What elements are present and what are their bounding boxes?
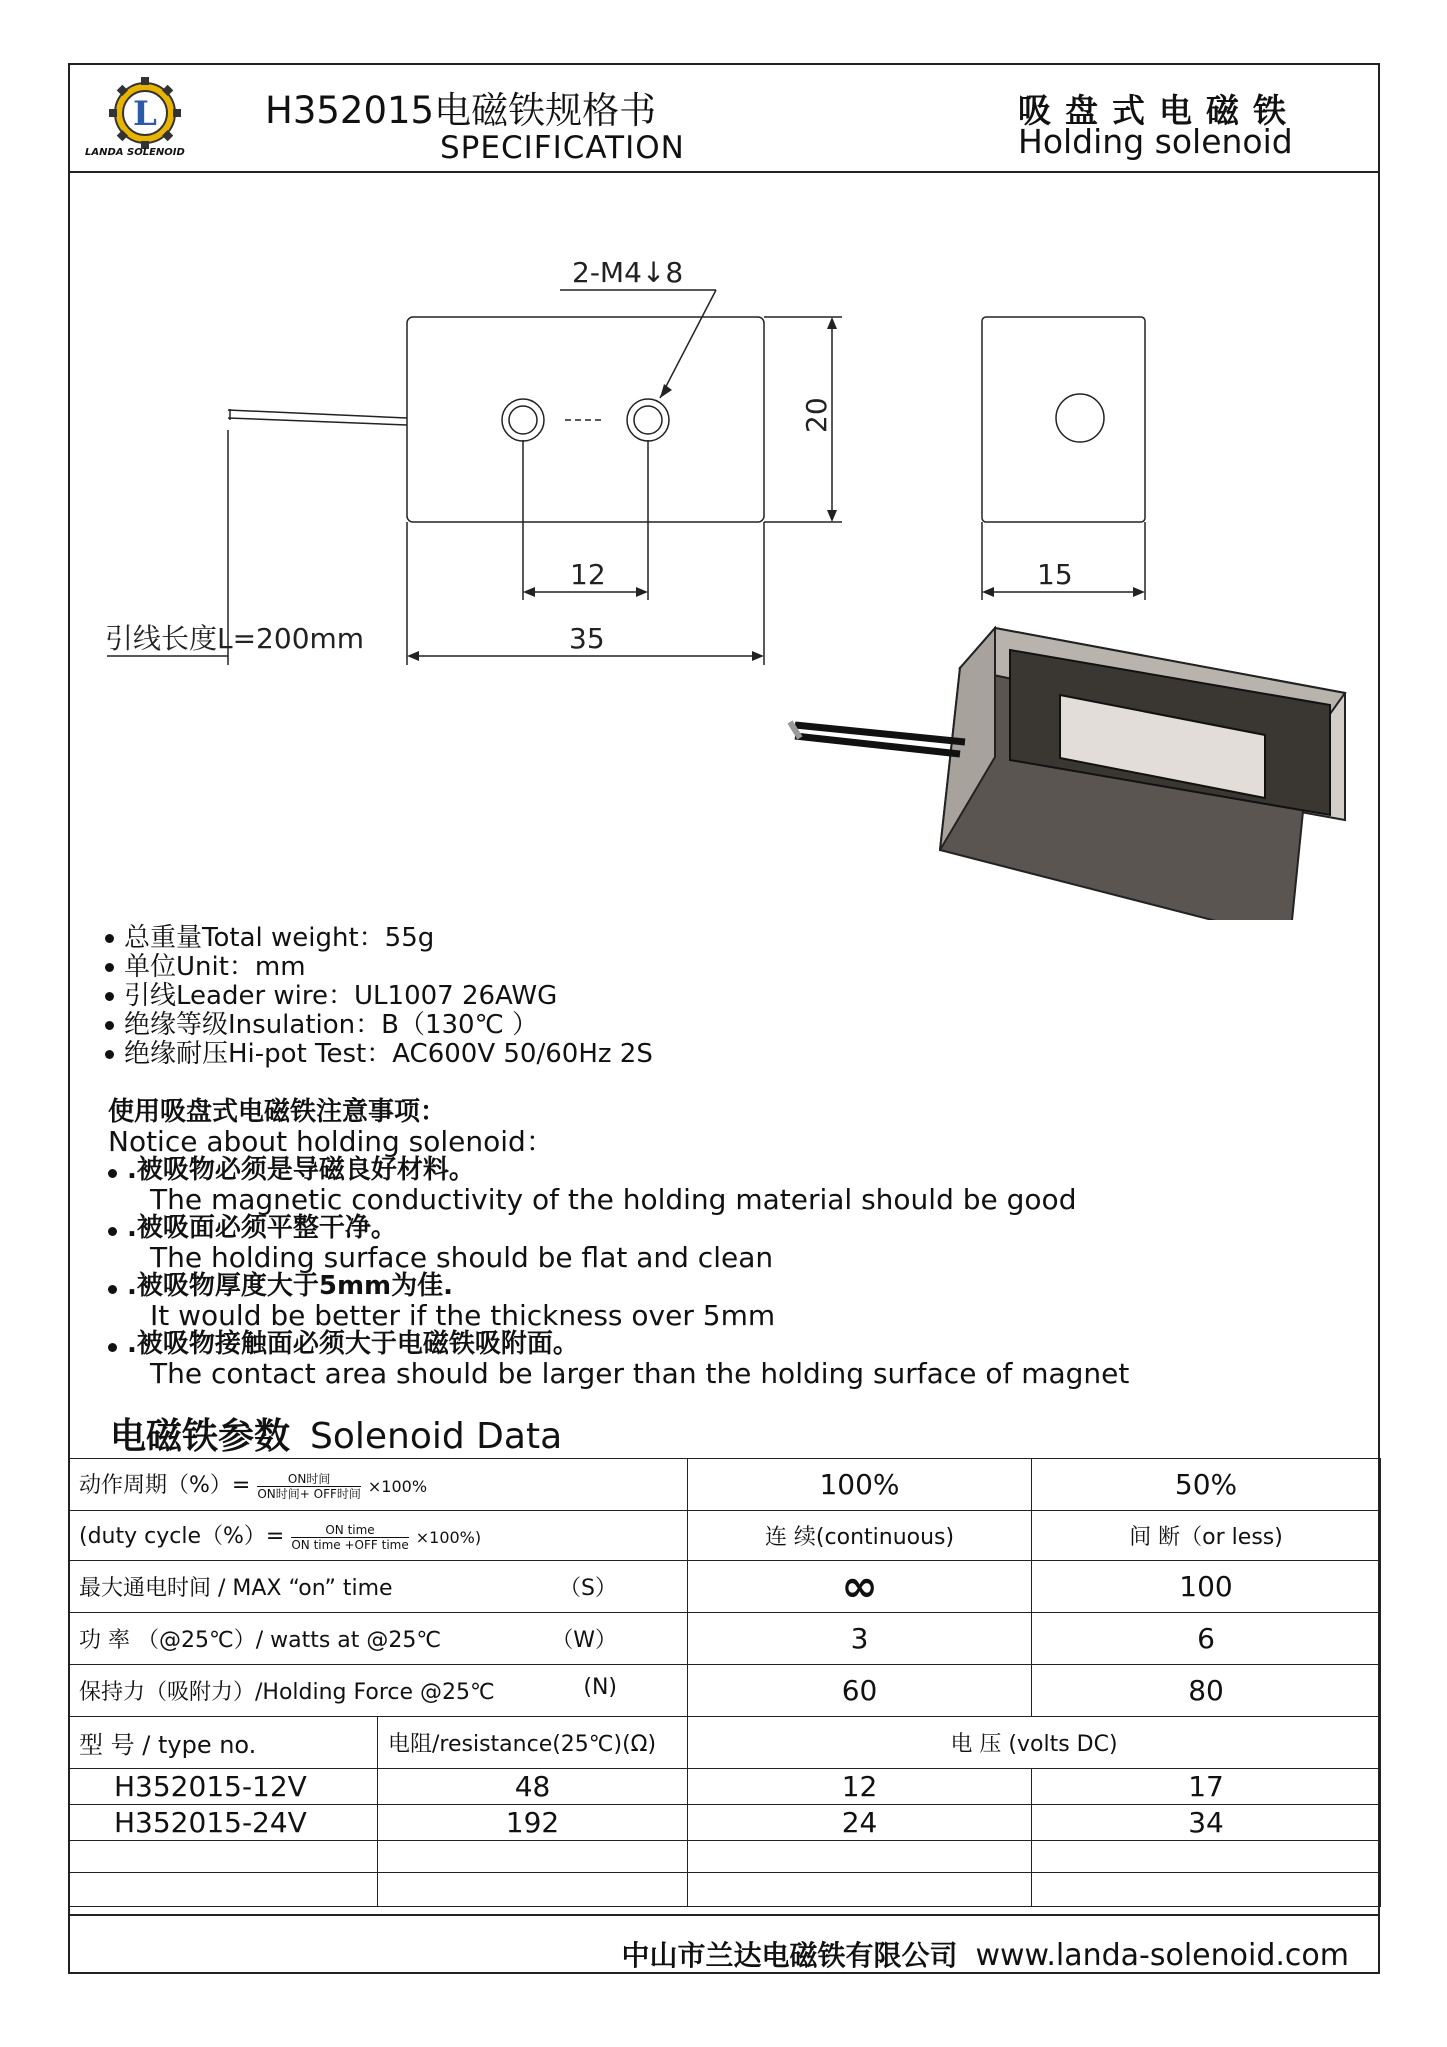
row-value: 3 xyxy=(688,1613,1032,1665)
technical-drawing xyxy=(0,0,1447,920)
table-row xyxy=(69,1511,1381,1561)
table-row xyxy=(69,1613,1381,1665)
model-resistance: 192 xyxy=(378,1805,688,1841)
hdr-voltage: 电 压 (volts DC) xyxy=(688,1717,1381,1769)
notice-item: .被吸面必须平整干净。 xyxy=(108,1214,1129,1243)
dim-height: 20 xyxy=(800,397,833,433)
bullet-icon xyxy=(108,1343,117,1352)
product-name-en: Holding solenoid xyxy=(1018,122,1293,161)
row-label: 最大通电时间 / MAX “on” time xyxy=(79,1576,393,1601)
thread-note: 2-M4↓8 xyxy=(572,256,684,289)
notice-item: .被吸物厚度大于5mm为佳. xyxy=(108,1272,1129,1301)
col-50: 50% xyxy=(1032,1459,1381,1511)
bullet-icon xyxy=(105,963,114,972)
table-row xyxy=(69,1459,1381,1511)
row-label: 功 率 （@25℃）/ watts at @25℃ xyxy=(79,1628,442,1653)
section-title: 电磁铁参数 Solenoid Data xyxy=(110,1416,563,1457)
col-less: 间 断（or less) xyxy=(1032,1511,1381,1561)
col-continuous: 连 续(continuous) xyxy=(688,1511,1032,1561)
spec-item: 绝缘耐压Hi-pot Test：AC600V 50/60Hz 2S xyxy=(105,1040,653,1069)
spec-item: 单位Unit：mm xyxy=(105,953,653,982)
notice-item-en: The contact area should be larger than the holding surface of magnet xyxy=(150,1357,1130,1390)
notice-item-en: The holding surface should be flat and clean xyxy=(150,1241,774,1274)
dim-length: 35 xyxy=(569,622,605,655)
duty-cycle-cn: 动作周期（%）= $\frac{\text{ON时间}}{\text{ON时间+ OFF时间}}$ ×100% xyxy=(69,1459,688,1511)
lead-length: 引线长度L=200mm xyxy=(105,622,365,655)
model-type: H352015-12V xyxy=(69,1769,378,1805)
svg-text:L: L xyxy=(133,94,157,134)
dim-spacing: 12 xyxy=(570,558,606,591)
row-value: 60 xyxy=(688,1665,1032,1717)
bullet-icon xyxy=(105,992,114,1001)
model-type: H352015-24V xyxy=(69,1805,378,1841)
infinity-value: ∞ xyxy=(688,1561,1032,1613)
row-value: 6 xyxy=(1032,1613,1381,1665)
footer-divider xyxy=(68,1914,1380,1916)
bullet-icon xyxy=(105,1021,114,1030)
bullet-icon xyxy=(105,934,114,943)
model-voltage: 12 xyxy=(688,1769,1032,1805)
table-row xyxy=(69,1873,1381,1907)
notice-item: .被吸物必须是导磁良好材料。 xyxy=(108,1156,1129,1185)
model-voltage: 24 xyxy=(688,1805,1032,1841)
table-row xyxy=(69,1665,1381,1717)
duty-fraction-cn: $\frac{\text{ON时间}}{\text{ON时间+ OFF时间}}$ xyxy=(257,1471,361,1501)
document-subtitle: SPECIFICATION xyxy=(440,130,685,166)
spec-list xyxy=(105,924,653,1069)
row-value: 100 xyxy=(1032,1561,1381,1613)
model-resistance: 48 xyxy=(378,1769,688,1805)
duty-fraction-en: $\frac{\text{ON time}}{\text{ON time +OFF time}}$ xyxy=(291,1522,409,1552)
company-name: 中山市兰达电磁铁有限公司 xyxy=(621,1939,958,1972)
document-title: H352015电磁铁规格书 xyxy=(265,89,657,132)
spec-item: 绝缘等级Insulation：B（130℃ ） xyxy=(105,1011,653,1040)
hdr-type: 型 号 / type no. xyxy=(69,1717,378,1769)
logo-text: LANDA SOLENOID xyxy=(85,147,185,158)
spec-item: 总重量Total weight：55g xyxy=(105,924,653,953)
row-value: 80 xyxy=(1032,1665,1381,1717)
isometric-view xyxy=(790,628,1345,920)
table-header-row xyxy=(69,1717,1381,1769)
solenoid-data-table xyxy=(68,1458,1381,1907)
dim-width: 15 xyxy=(1037,558,1073,591)
row-unit: （S） xyxy=(559,1576,618,1601)
row-unit: (N) xyxy=(583,1675,618,1700)
spec-item: 引线Leader wire：UL1007 26AWG xyxy=(105,982,653,1011)
notice-section xyxy=(108,1098,1129,1388)
product-name-cn: 吸盘式电磁铁 xyxy=(1018,91,1300,130)
notice-title-en: Notice about holding solenoid： xyxy=(108,1125,554,1158)
row-label: 保持力（吸附力）/Holding Force @25℃ xyxy=(79,1680,495,1705)
row-unit: （W） xyxy=(551,1628,618,1653)
hdr-resistance: 电阻/resistance(25℃)(Ω) xyxy=(378,1717,688,1769)
table-row xyxy=(69,1805,1381,1841)
col-100: 100% xyxy=(688,1459,1032,1511)
duty-cycle-en: (duty cycle（%）= $\frac{\text{ON time}}{\text{ON time +OFF time}}$ ×100%) xyxy=(69,1511,688,1561)
bullet-icon xyxy=(108,1285,117,1294)
notice-item: .被吸物接触面必须大于电磁铁吸附面。 xyxy=(108,1330,1129,1359)
table-row xyxy=(69,1841,1381,1873)
bullet-icon xyxy=(108,1227,117,1236)
model-voltage: 17 xyxy=(1032,1769,1381,1805)
bullet-icon xyxy=(108,1169,117,1178)
table-row xyxy=(69,1561,1381,1613)
footer xyxy=(621,1934,1349,1974)
bullet-icon xyxy=(105,1050,114,1059)
side-view-body xyxy=(982,317,1145,522)
notice-title-cn: 使用吸盘式电磁铁注意事项： xyxy=(108,1097,447,1127)
notice-item-en: The magnetic conductivity of the holding material should be good xyxy=(150,1183,1077,1216)
website-link[interactable]: www.landa-solenoid.com xyxy=(975,1938,1349,1973)
notice-item-en: It would be better if the thickness over 5mm xyxy=(150,1299,776,1332)
table-row xyxy=(69,1769,1381,1805)
model-voltage: 34 xyxy=(1032,1805,1381,1841)
